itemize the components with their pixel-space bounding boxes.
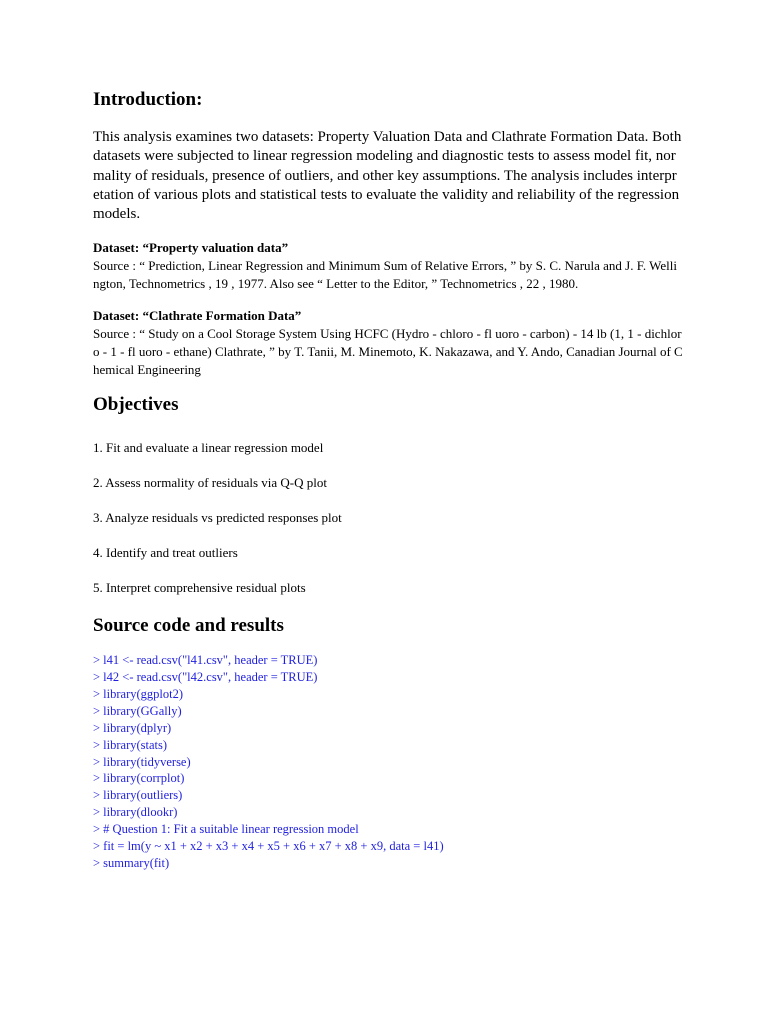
source-code-heading: Source code and results xyxy=(93,615,284,637)
dataset-property-valuation xyxy=(93,239,683,293)
code-line: > l42 <- read.csv("l42.csv", header = TRUE) xyxy=(93,670,318,685)
dataset-clathrate-formation xyxy=(93,307,683,379)
document-page xyxy=(93,88,683,871)
introduction-paragraph: This analysis examines two datasets: Property Valuation Data and Clathrate Formation Data. Both datasets were subjected to linear regression modeling and diagnostic tests to assess model fit, normality of residuals, presence of outliers, and other key assumptions. The analysis includes interpretation of various plots and statistical tests to evaluate the validity and reliability of the regression models. xyxy=(93,129,682,223)
code-line: > library(outliers) xyxy=(93,788,183,803)
dataset-title: Dataset: “Clathrate Formation Data” xyxy=(93,308,302,324)
code-line: > # Question 1: Fit a suitable linear regression model xyxy=(93,821,359,836)
code-line: > library(stats) xyxy=(93,737,168,752)
code-line: > library(ggplot2) xyxy=(93,687,184,702)
code-block xyxy=(93,652,683,871)
dataset-source: Source : “ Study on a Cool Storage System Using HCFC (Hydro - chloro - fl uoro - carbon) - 14 lb (1, 1 - dichloro - 1 - fl uoro - ethane) Clathrate, ” by T. Tanii, M. Minemoto, K. Nakazawa, and Y. Ando, Canadian Journal of Chemical Engineering xyxy=(93,326,683,378)
objective-item: 2. Assess normality of residuals via Q-Q plot xyxy=(93,475,327,491)
objective-item: 1. Fit and evaluate a linear regression model xyxy=(93,440,324,456)
objective-item: 3. Analyze residuals vs predicted responses plot xyxy=(93,510,342,526)
introduction-heading: Introduction: xyxy=(93,89,203,110)
code-line: > library(GGally) xyxy=(93,704,182,719)
code-line: > library(corrplot) xyxy=(93,771,185,786)
code-line: > l41 <- read.csv("l41.csv", header = TRUE) xyxy=(93,653,318,668)
code-line: > fit = lm(y ~ x1 + x2 + x3 + x4 + x5 + x6 + x7 + x8 + x9, data = l41) xyxy=(93,838,444,853)
code-line: > summary(fit) xyxy=(93,855,170,870)
objective-item: 4. Identify and treat outliers xyxy=(93,545,238,561)
objectives-heading: Objectives xyxy=(93,394,179,416)
dataset-title: Dataset: “Property valuation data” xyxy=(93,240,289,256)
objective-item: 5. Interpret comprehensive residual plots xyxy=(93,580,306,596)
code-line: > library(dplyr) xyxy=(93,720,172,735)
dataset-source: Source : “ Prediction, Linear Regression and Minimum Sum of Relative Errors, ” by S. C. Narula and J. F. Wellington, Technometrics , 19 , 1977. Also see “ Letter to the Editor, ” Technometrics , 22 , 1980. xyxy=(93,258,678,292)
code-line: > library(dlookr) xyxy=(93,805,178,820)
code-line: > library(tidyverse) xyxy=(93,754,191,769)
